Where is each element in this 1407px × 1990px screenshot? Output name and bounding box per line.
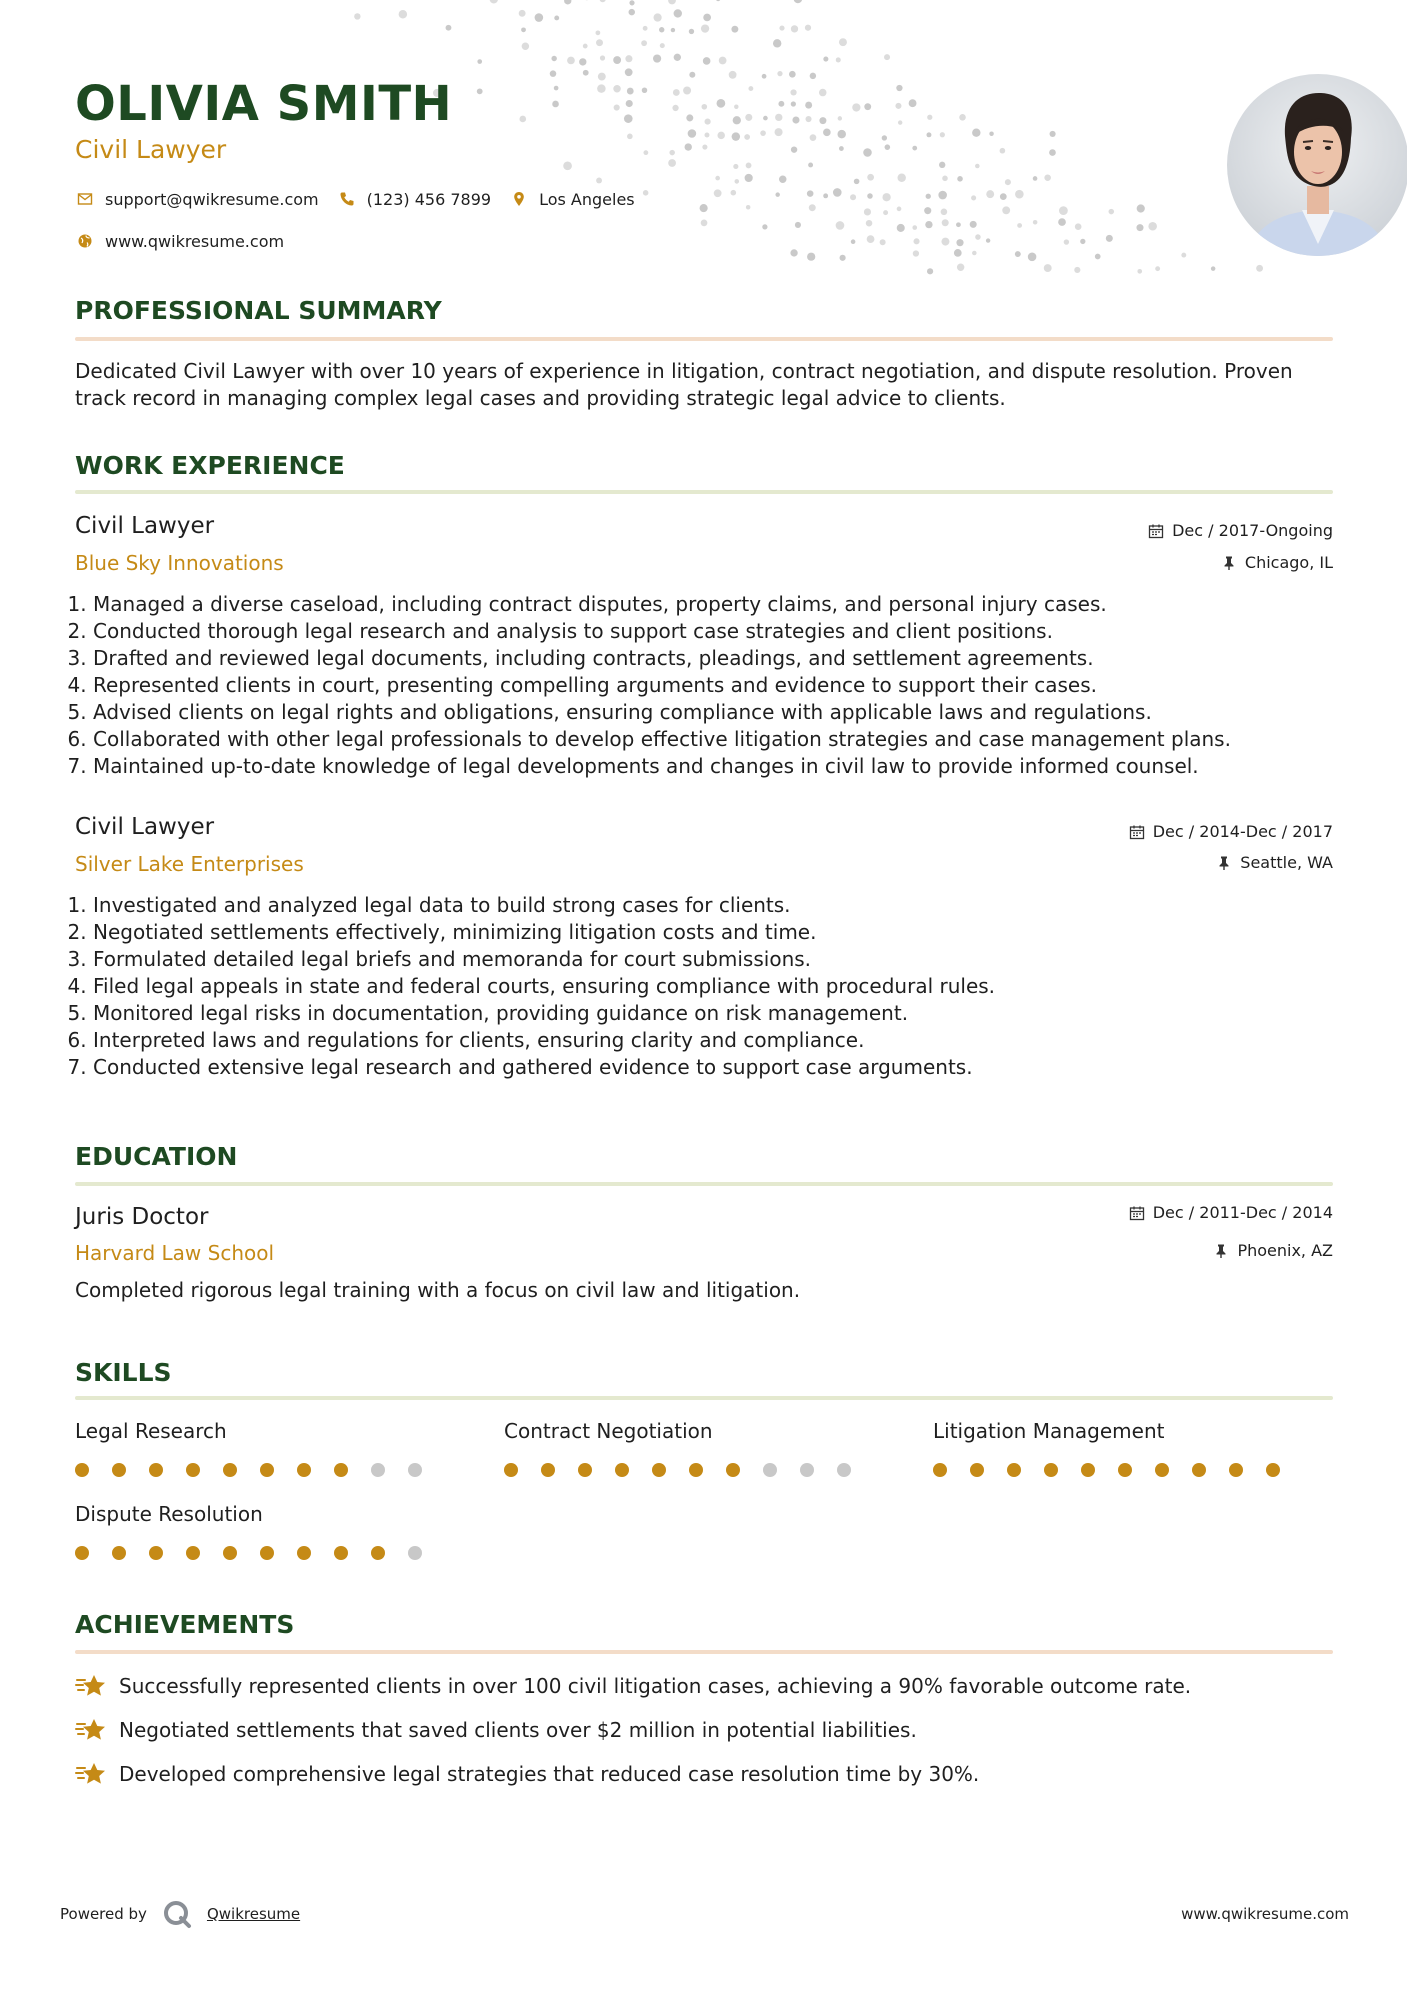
rating-dot-filled [112,1546,126,1560]
section-title-education: EDUCATION [75,1142,238,1171]
education-description: Completed rigorous legal training with a focus on civil law and litigation. [75,1278,801,1302]
list-item: 2. Negotiated settlements effectively, minimizing litigation costs and time. [93,919,1333,946]
calendar-icon [1129,1205,1145,1221]
rating-dot-filled [334,1546,348,1560]
job-responsibilities [75,892,1333,1081]
rating-dot-empty [408,1546,422,1560]
phone-icon [337,189,357,209]
section-divider [75,337,1333,341]
job-responsibilities [75,591,1333,780]
skill-name: Legal Research [75,1419,227,1443]
email-link[interactable]: support@qwikresume.com [105,189,319,209]
qwikresume-logo-icon [161,1898,193,1930]
contact-row-2 [75,231,284,251]
phone-number[interactable]: (123) 456 7899 [366,189,492,209]
job-dates-text: Dec / 2017-Ongoing [1172,521,1333,540]
rating-dot-filled [1044,1463,1058,1477]
rating-dot-filled [652,1463,666,1477]
rating-dot-filled [970,1463,984,1477]
rating-dot-filled [260,1546,274,1560]
pushpin-icon [1221,555,1237,571]
skill-rating [504,1463,851,1477]
education-location-text: Phoenix, AZ [1237,1241,1333,1260]
job-location-text: Seattle, WA [1240,853,1333,872]
list-item: 6. Interpreted laws and regulations for clients, ensuring clarity and compliance. [93,1027,1333,1054]
skill-rating [75,1546,422,1560]
pushpin-icon [1216,855,1232,871]
achievement-text: Developed comprehensive legal strategies that reduced case resolution time by 30%. [119,1762,980,1786]
job-location-text: Chicago, IL [1244,553,1333,572]
skill-item [504,1419,851,1477]
rating-dot-filled [1155,1463,1169,1477]
section-divider [75,1396,1333,1400]
section-title-achievements: ACHIEVEMENTS [75,1610,295,1639]
rating-dot-filled [578,1463,592,1477]
achievement-text: Successfully represented clients in over 100 civil litigation cases, achieving a 90% favorable outcome rate. [119,1674,1192,1698]
rating-dot-filled [75,1463,89,1477]
rating-dot-filled [297,1546,311,1560]
rating-dot-filled [75,1546,89,1560]
rating-dot-filled [1266,1463,1280,1477]
list-item: 1. Managed a diverse caseload, including contract disputes, property claims, and personal injury cases. [93,591,1333,618]
rating-dot-filled [260,1463,274,1477]
rating-dot-filled [504,1463,518,1477]
job-title: Civil Lawyer [75,814,215,840]
footer-site-link[interactable]: www.qwikresume.com [1181,1905,1349,1923]
achievement-item [75,1760,979,1788]
calendar-icon [1129,824,1145,840]
skill-name: Litigation Management [933,1419,1165,1443]
job-title: Civil Lawyer [75,513,215,539]
rating-dot-filled [149,1463,163,1477]
rating-dot-empty [763,1463,777,1477]
rating-dot-filled [689,1463,703,1477]
rating-dot-filled [1229,1463,1243,1477]
achievement-item [75,1716,917,1744]
rating-dot-filled [297,1463,311,1477]
education-dates [1129,1203,1333,1222]
candidate-name: OLIVIA SMITH [75,76,453,132]
skill-name: Contract Negotiation [504,1419,713,1443]
rating-dot-filled [1192,1463,1206,1477]
rating-dot-filled [186,1546,200,1560]
skill-item [75,1502,422,1560]
job-dates [1148,521,1333,540]
rating-dot-filled [112,1463,126,1477]
rating-dot-filled [371,1546,385,1560]
list-item: 5. Advised clients on legal rights and obligations, ensuring compliance with applicable laws and regulations. [93,699,1333,726]
company-name: Silver Lake Enterprises [75,852,304,876]
rating-dot-filled [149,1546,163,1560]
rating-dot-filled [1118,1463,1132,1477]
rating-dot-filled [223,1546,237,1560]
star-award-icon [75,1672,107,1700]
rating-dot-filled [1007,1463,1021,1477]
section-title-skills: SKILLS [75,1358,172,1387]
school-name: Harvard Law School [75,1241,275,1265]
summary-text: Dedicated Civil Lawyer with over 10 years of experience in litigation, contract negotiation, and dispute resolution. Proven track record in managing complex legal cases and providing strategic legal advice to clients. [75,359,1293,410]
section-divider [75,1182,1333,1186]
job-dates [1129,822,1333,841]
list-item: 3. Formulated detailed legal briefs and memoranda for court submissions. [93,946,1333,973]
section-divider [75,1650,1333,1654]
qwikresume-link[interactable]: Qwikresume [206,1905,301,1923]
degree-title: Juris Doctor [75,1204,209,1230]
skill-rating [933,1463,1280,1477]
list-item: 2. Conducted thorough legal research and analysis to support case strategies and client positions. [93,618,1333,645]
rating-dot-filled [615,1463,629,1477]
location-text: Los Angeles [539,189,635,209]
rating-dot-filled [186,1463,200,1477]
company-name: Blue Sky Innovations [75,551,284,575]
star-award-icon [75,1716,107,1744]
list-item: 4. Represented clients in court, presenting compelling arguments and evidence to support their cases. [93,672,1333,699]
rating-dot-empty [800,1463,814,1477]
rating-dot-empty [837,1463,851,1477]
rating-dot-empty [371,1463,385,1477]
list-item: 3. Drafted and reviewed legal documents, including contracts, pleadings, and settlement agreements. [93,645,1333,672]
candidate-title: Civil Lawyer [75,135,227,164]
job-location [1216,853,1333,872]
globe-icon [75,231,95,251]
achievement-text: Negotiated settlements that saved clients over $2 million in potential liabilities. [119,1718,917,1742]
skill-rating [75,1463,422,1477]
star-award-icon [75,1760,107,1788]
section-title-experience: WORK EXPERIENCE [75,451,345,480]
powered-by-label: Powered by [60,1905,147,1923]
job-location [1221,553,1333,572]
profile-photo [1227,74,1407,256]
education-dates-text: Dec / 2011-Dec / 2014 [1152,1203,1333,1222]
envelope-icon [75,189,95,209]
website-link[interactable]: www.qwikresume.com [105,231,285,251]
rating-dot-filled [541,1463,555,1477]
list-item: 1. Investigated and analyzed legal data to build strong cases for clients. [93,892,1333,919]
list-item: 7. Maintained up-to-date knowledge of legal developments and changes in civil law to provide informed counsel. [93,753,1333,780]
list-item: 7. Conducted extensive legal research and gathered evidence to support case arguments. [93,1054,1333,1081]
skill-name: Dispute Resolution [75,1502,263,1526]
rating-dot-filled [334,1463,348,1477]
education-location [1213,1241,1333,1260]
map-pin-icon [509,189,529,209]
section-title-summary: PROFESSIONAL SUMMARY [75,296,442,325]
skill-item [75,1419,422,1477]
rating-dot-empty [408,1463,422,1477]
skill-item [933,1419,1280,1477]
calendar-icon [1148,523,1164,539]
rating-dot-filled [726,1463,740,1477]
job-dates-text: Dec / 2014-Dec / 2017 [1152,822,1333,841]
contact-row-1 [75,189,635,209]
list-item: 4. Filed legal appeals in state and federal courts, ensuring compliance with procedural rules. [93,973,1333,1000]
list-item: 6. Collaborated with other legal professionals to develop effective litigation strategies and case management plans. [93,726,1333,753]
section-divider [75,490,1333,494]
footer-branding [60,1898,300,1930]
list-item: 5. Monitored legal risks in documentation, providing guidance on risk management. [93,1000,1333,1027]
rating-dot-filled [1081,1463,1095,1477]
rating-dot-filled [933,1463,947,1477]
achievement-item [75,1672,1191,1700]
pushpin-icon [1213,1243,1229,1259]
rating-dot-filled [223,1463,237,1477]
